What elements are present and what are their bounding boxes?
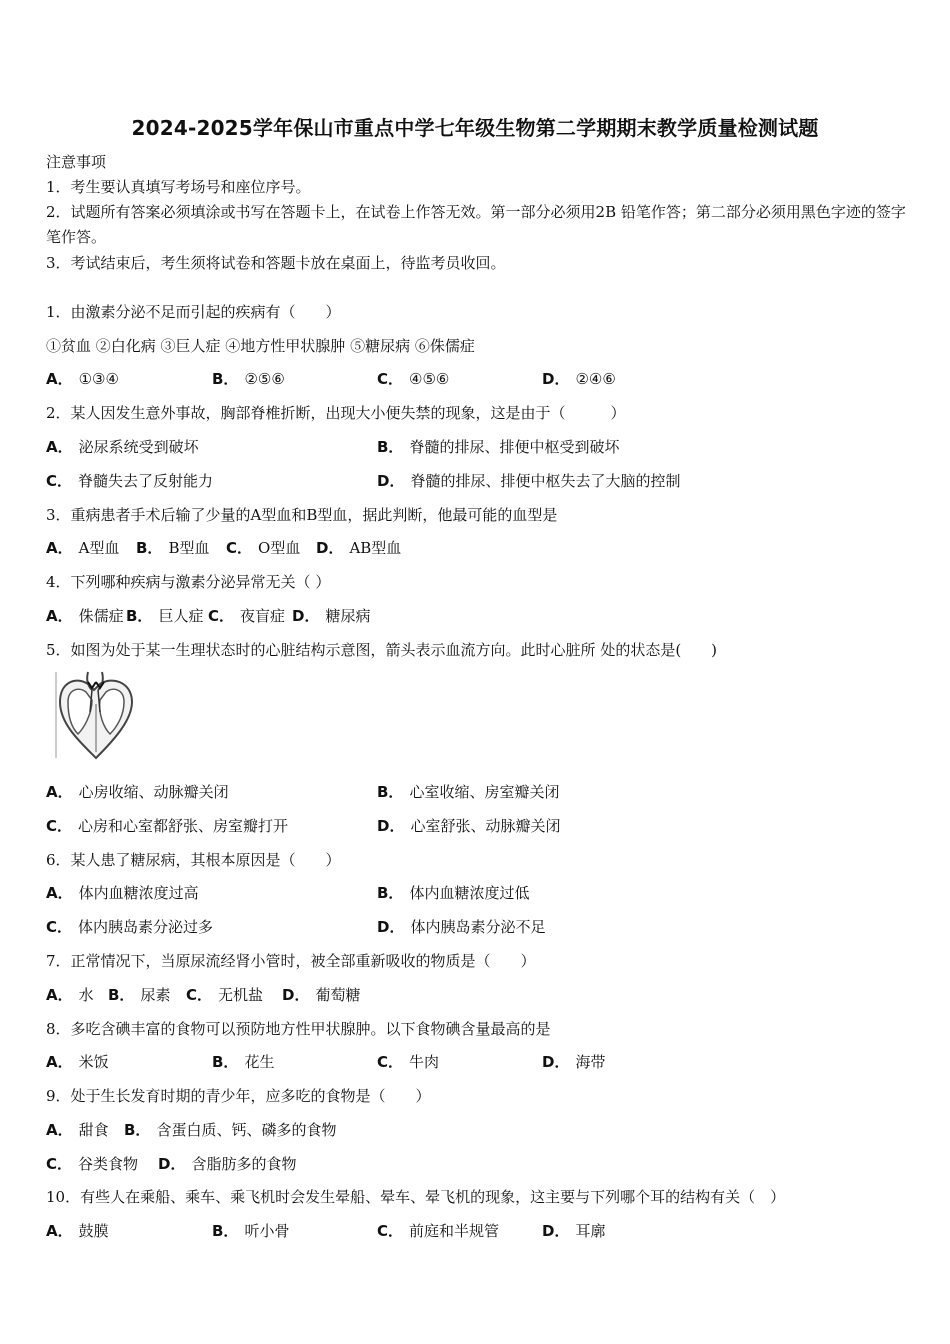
question-2-option-d[interactable]: D． 脊髓的排尿、排便中枢失去了大脑的控制 — [377, 472, 681, 490]
question-8-option-c[interactable]: C． 牛肉 — [377, 1053, 440, 1071]
notice-item-2: 2．试题所有答案必须填涂或书写在答题卡上，在试卷上作答无效。第一部分必须用2B 铅笔作答；第二部分必须用黑色字迹的签字笔作答。 — [46, 203, 906, 246]
question-1-option-c[interactable]: C． ④⑤⑥ — [377, 370, 450, 388]
question-6-option-d[interactable]: D． 体内胰岛素分泌不足 — [377, 918, 546, 936]
question-4-stem: 4．下列哪种疾病与激素分泌异常无关（ ） — [46, 573, 331, 591]
question-5-option-c[interactable]: C． 心房和心室都舒张、房室瓣打开 — [46, 817, 289, 835]
question-10-stem: 10．有些人在乘船、乘车、乘飞机时会发生晕船、晕车、晕飞机的现象，这主要与下列哪个耳的结构有关（ ） — [46, 1188, 786, 1206]
question-8-option-b[interactable]: B． 花生 — [212, 1053, 275, 1071]
question-3-stem: 3．重病患者手术后输了少量的A型血和B型血，据此判断，他最可能的血型是 — [46, 506, 558, 524]
question-10-option-a[interactable]: A． 鼓膜 — [46, 1222, 109, 1240]
question-1-option-d[interactable]: D． ②④⑥ — [542, 370, 616, 388]
question-6-option-c[interactable]: C． 体内胰岛素分泌过多 — [46, 918, 214, 936]
question-9-option-a[interactable]: A． 甜食 — [46, 1121, 109, 1139]
question-2-option-b[interactable]: B． 脊髓的排尿、排便中枢受到破坏 — [377, 438, 620, 456]
notice-item-3: 3．考试结束后，考生须将试卷和答题卡放在桌面上，待监考员收回。 — [46, 254, 506, 272]
question-9-option-d[interactable]: D． 含脂肪多的食物 — [158, 1155, 297, 1173]
question-7-stem: 7．正常情况下，当原尿流经肾小管时，被全部重新吸收的物质是（ ） — [46, 952, 536, 970]
question-8-option-d[interactable]: D． 海带 — [542, 1053, 606, 1071]
question-8-stem: 8．多吃含碘丰富的食物可以预防地方性甲状腺肿。以下食物碘含量最高的是 — [46, 1020, 551, 1038]
page-title: 2024-2025学年保山市重点中学七年级生物第二学期期末教学质量检测试题 — [131, 116, 819, 140]
question-4-option-d[interactable]: D． 糖尿病 — [292, 607, 371, 625]
question-10-option-b[interactable]: B． 听小骨 — [212, 1222, 290, 1240]
question-6-stem: 6．某人患了糖尿病，其根本原因是（ ） — [46, 851, 341, 869]
question-3-option-c[interactable]: C． O型血 — [226, 539, 301, 557]
question-4-option-c[interactable]: C． 夜盲症 — [208, 607, 286, 625]
question-2-option-a[interactable]: A． 泌尿系统受到破坏 — [46, 438, 199, 456]
question-5-option-a[interactable]: A． 心房收缩、动脉瓣关闭 — [46, 783, 229, 801]
question-4-option-a[interactable]: A． 侏儒症 — [46, 607, 124, 625]
question-1-option-a[interactable]: A． ①③④ — [46, 370, 119, 388]
question-7-option-c[interactable]: C． 无机盐 — [186, 986, 264, 1004]
question-2-option-c[interactable]: C． 脊髓失去了反射能力 — [46, 472, 214, 490]
question-9-option-b[interactable]: B． 含蛋白质、钙、磷多的食物 — [124, 1121, 337, 1139]
question-7-option-b[interactable]: B． 尿素 — [108, 986, 171, 1004]
question-7-option-d[interactable]: D． 葡萄糖 — [282, 986, 361, 1004]
question-3-option-d[interactable]: D． AB型血 — [316, 539, 402, 557]
question-5-option-d[interactable]: D． 心室舒张、动脉瓣关闭 — [377, 817, 561, 835]
question-2-stem: 2．某人因发生意外事故，胸部脊椎折断，出现大小便失禁的现象，这是由于（ ） — [46, 404, 626, 422]
question-5-option-b[interactable]: B． 心室收缩、房室瓣关闭 — [377, 783, 560, 801]
notice-heading: 注意事项 — [46, 153, 107, 171]
question-6-option-a[interactable]: A． 体内血糖浓度过高 — [46, 884, 199, 902]
question-10-option-c[interactable]: C． 前庭和半规管 — [377, 1222, 500, 1240]
question-7-option-a[interactable]: A． 水 — [46, 986, 94, 1004]
question-1-stem: 1．由激素分泌不足而引起的疾病有（ ） — [46, 303, 341, 321]
question-5-stem: 5．如图为处于某一生理状态时的心脏结构示意图，箭头表示血流方向。此时心脏所 处的状态是( ) — [46, 641, 718, 659]
question-3-option-b[interactable]: B． B型血 — [136, 539, 210, 557]
question-9-option-c[interactable]: C． 谷类食物 — [46, 1155, 139, 1173]
question-10-option-d[interactable]: D． 耳廓 — [542, 1222, 606, 1240]
question-6-option-b[interactable]: B． 体内血糖浓度过低 — [377, 884, 530, 902]
question-8-option-a[interactable]: A． 米饭 — [46, 1053, 109, 1071]
question-4-option-b[interactable]: B． 巨人症 — [126, 607, 204, 625]
notice-item-1: 1．考生要认真填写考场号和座位序号。 — [46, 178, 311, 196]
question-1-list: ①贫血 ②白化病 ③巨人症 ④地方性甲状腺肿 ⑤糖尿病 ⑥侏儒症 — [46, 337, 475, 355]
question-1-option-b[interactable]: B． ②⑤⑥ — [212, 370, 285, 388]
question-3-option-a[interactable]: A． A型血 — [46, 539, 120, 557]
question-9-stem: 9．处于生长发育时期的青少年，应多吃的食物是（ ） — [46, 1087, 431, 1105]
heart-diagram-image — [52, 668, 136, 760]
